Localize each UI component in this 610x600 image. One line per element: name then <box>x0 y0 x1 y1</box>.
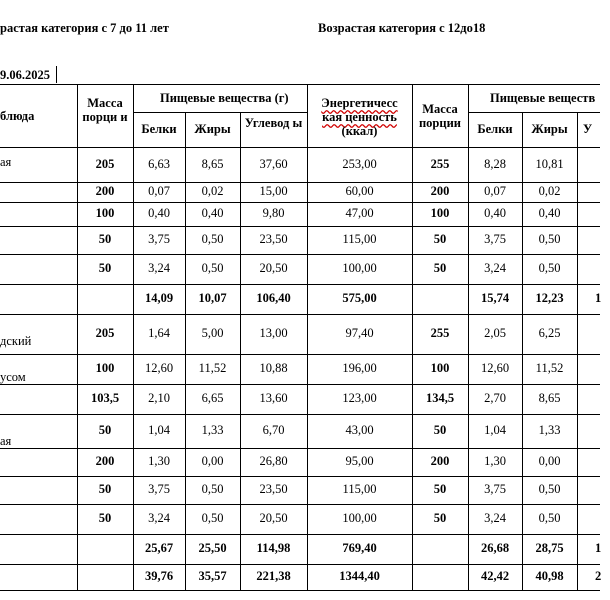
column-header-fat-a: Жиры <box>194 122 231 136</box>
row-carbs-a: 26,80 <box>259 454 288 468</box>
row-fat-b: 0,02 <box>538 184 561 198</box>
row-protein-b: 15,74 <box>480 291 510 305</box>
row-protein-a: 1,64 <box>148 326 170 340</box>
row-fat-b: 0,40 <box>538 206 561 220</box>
row-fat-a: 10,07 <box>198 291 227 305</box>
row-energy: 769,40 <box>342 541 377 555</box>
column-header-dish: блюда <box>0 109 35 123</box>
row-energy: 196,00 <box>342 361 377 375</box>
row-fat-a: 0,00 <box>201 454 224 468</box>
row-protein-b: 3,24 <box>484 511 506 525</box>
row-protein-b: 0,40 <box>484 206 506 220</box>
row-protein-a: 0,40 <box>148 206 170 220</box>
row-energy: 253,00 <box>342 156 377 171</box>
row-protein-b: 8,28 <box>484 156 506 171</box>
row-fat-a: 8,65 <box>201 156 224 171</box>
row-mass-b: 50 <box>433 232 447 246</box>
column-header-energy-line1: Энергетичесс <box>321 96 398 110</box>
row-protein-a: 3,24 <box>148 261 170 275</box>
row-dish-name: ая <box>0 434 12 448</box>
row-fat-b: 0,50 <box>538 232 561 246</box>
row-carbs-a: 37,60 <box>259 156 288 171</box>
row-protein-a: 3,75 <box>148 482 170 496</box>
row-mass-a: 50 <box>98 482 112 496</box>
column-header-carbs-a: Углевод ы <box>244 116 303 130</box>
column-header-energy-line3: (ккал) <box>341 124 378 138</box>
row-mass-a: 103,5 <box>90 391 120 405</box>
row-protein-b: 3,75 <box>484 232 506 246</box>
column-header-fat-b: Жиры <box>531 122 568 136</box>
row-energy: 1344,40 <box>339 569 380 583</box>
row-protein-a: 6,63 <box>148 156 170 171</box>
row-mass-a: 205 <box>95 326 115 340</box>
row-mass-b: 255 <box>430 156 450 171</box>
row-fat-a: 5,00 <box>201 326 224 340</box>
row-carbs-a: 20,50 <box>259 261 288 275</box>
column-header-protein-b: Белки <box>477 122 513 136</box>
row-protein-b: 26,68 <box>480 541 510 555</box>
row-fat-b: 6,25 <box>538 326 561 340</box>
row-energy: 123,00 <box>342 391 377 405</box>
row-mass-a: 50 <box>98 232 112 246</box>
row-mass-b: 50 <box>433 423 447 437</box>
row-protein-b: 42,42 <box>480 569 510 583</box>
row-protein-a: 1,30 <box>148 454 170 468</box>
row-carbs-a: 23,50 <box>259 482 288 496</box>
row-mass-a: 200 <box>95 454 115 468</box>
row-carbs-b: 1 <box>595 541 602 555</box>
row-fat-b: 12,23 <box>535 291 564 305</box>
row-mass-b: 50 <box>433 261 447 275</box>
row-carbs-a: 13,00 <box>259 326 288 340</box>
row-protein-a: 14,09 <box>144 291 174 305</box>
row-protein-a: 39,76 <box>144 569 174 583</box>
row-protein-a: 25,67 <box>144 541 174 555</box>
row-fat-a: 11,52 <box>198 361 227 375</box>
column-header-mass-a: Масса порци и <box>82 96 128 124</box>
row-protein-b: 2,70 <box>484 391 506 405</box>
row-fat-b: 10,81 <box>535 156 564 171</box>
row-mass-a: 100 <box>95 206 115 220</box>
row-carbs-a: 6,70 <box>262 423 285 437</box>
row-mass-a: 205 <box>95 156 115 171</box>
row-mass-b: 200 <box>430 184 450 198</box>
age-category-right-heading: Возрастая категория с 12до18 <box>318 21 486 35</box>
row-protein-b: 1,30 <box>484 454 506 468</box>
row-carbs-a: 20,50 <box>259 511 288 525</box>
row-fat-b: 0,00 <box>538 454 561 468</box>
row-carbs-a: 221,38 <box>256 569 291 583</box>
row-fat-b: 0,50 <box>538 482 561 496</box>
row-mass-b: 100 <box>430 361 450 375</box>
row-protein-a: 1,04 <box>148 423 170 437</box>
row-mass-b: 50 <box>433 482 447 496</box>
row-protein-b: 2,05 <box>484 326 506 340</box>
row-mass-b: 255 <box>430 326 450 340</box>
row-mass-b: 134,5 <box>425 391 455 405</box>
row-fat-a: 35,57 <box>198 569 227 583</box>
column-header-nutrients-a: Пищевые вещества (г) <box>160 91 289 105</box>
row-fat-a: 0,50 <box>201 511 224 525</box>
row-mass-a: 50 <box>98 261 112 275</box>
row-energy: 575,00 <box>342 291 377 305</box>
row-carbs-b: 2 <box>595 569 602 583</box>
row-energy: 95,00 <box>345 454 374 468</box>
row-fat-a: 1,33 <box>201 423 224 437</box>
row-carbs-a: 114,98 <box>256 541 291 555</box>
column-header-protein-a: Белки <box>141 122 177 136</box>
row-mass-a: 200 <box>95 184 115 198</box>
row-protein-b: 1,04 <box>484 423 506 437</box>
row-protein-a: 12,60 <box>144 361 174 375</box>
row-protein-a: 3,75 <box>148 232 170 246</box>
row-energy: 100,00 <box>342 511 377 525</box>
row-protein-b: 0,07 <box>484 184 506 198</box>
column-header-energy-line2: кая ценность <box>322 110 397 124</box>
row-energy: 97,40 <box>345 326 374 340</box>
row-protein-b: 12,60 <box>480 361 510 375</box>
row-mass-b: 100 <box>430 206 450 220</box>
row-carbs-a: 15,00 <box>259 184 288 198</box>
row-carbs-b: 1 <box>595 291 602 305</box>
row-fat-a: 25,50 <box>198 541 227 555</box>
row-protein-b: 3,24 <box>484 261 506 275</box>
row-carbs-a: 10,88 <box>259 361 288 375</box>
row-mass-a: 50 <box>98 423 112 437</box>
column-header-carbs-b: У <box>583 122 593 136</box>
row-fat-a: 6,65 <box>201 391 224 405</box>
row-carbs-a: 13,60 <box>259 391 288 405</box>
row-carbs-a: 23,50 <box>259 232 288 246</box>
row-dish-name: ая <box>0 155 12 169</box>
row-mass-b: 200 <box>430 454 450 468</box>
row-protein-b: 3,75 <box>484 482 506 496</box>
row-dish-name: усом <box>0 370 26 384</box>
row-energy: 115,00 <box>342 482 377 496</box>
row-fat-a: 0,02 <box>201 184 224 198</box>
row-fat-b: 11,52 <box>535 361 564 375</box>
row-fat-b: 0,50 <box>538 261 561 275</box>
row-energy: 43,00 <box>345 423 374 437</box>
row-mass-b: 50 <box>433 511 447 525</box>
row-fat-b: 8,65 <box>538 391 561 405</box>
row-fat-a: 0,50 <box>201 232 224 246</box>
row-fat-b: 1,33 <box>538 423 561 437</box>
column-header-nutrients-b: Пищевые веществ <box>490 91 596 105</box>
row-mass-a: 50 <box>98 511 112 525</box>
row-energy: 60,00 <box>345 184 374 198</box>
row-fat-a: 0,40 <box>201 206 224 220</box>
row-carbs-a: 9,80 <box>262 206 285 220</box>
age-category-left-heading: растая категория с 7 до 11 лет <box>0 21 169 35</box>
row-protein-a: 3,24 <box>148 511 170 525</box>
row-fat-b: 40,98 <box>535 569 564 583</box>
row-fat-b: 0,50 <box>538 511 561 525</box>
row-carbs-a: 106,40 <box>256 291 291 305</box>
row-protein-a: 0,07 <box>148 184 170 198</box>
row-protein-a: 2,10 <box>148 391 170 405</box>
menu-date: 9.06.2025 <box>0 68 50 82</box>
column-header-mass-b: Масса порции <box>418 102 461 130</box>
row-fat-a: 0,50 <box>201 261 224 275</box>
row-energy: 100,00 <box>342 261 377 275</box>
row-mass-a: 100 <box>95 361 115 375</box>
row-energy: 115,00 <box>342 232 377 246</box>
row-fat-b: 28,75 <box>535 541 564 555</box>
row-fat-a: 0,50 <box>201 482 224 496</box>
row-dish-name: дский <box>0 334 32 348</box>
row-energy: 47,00 <box>345 206 374 220</box>
